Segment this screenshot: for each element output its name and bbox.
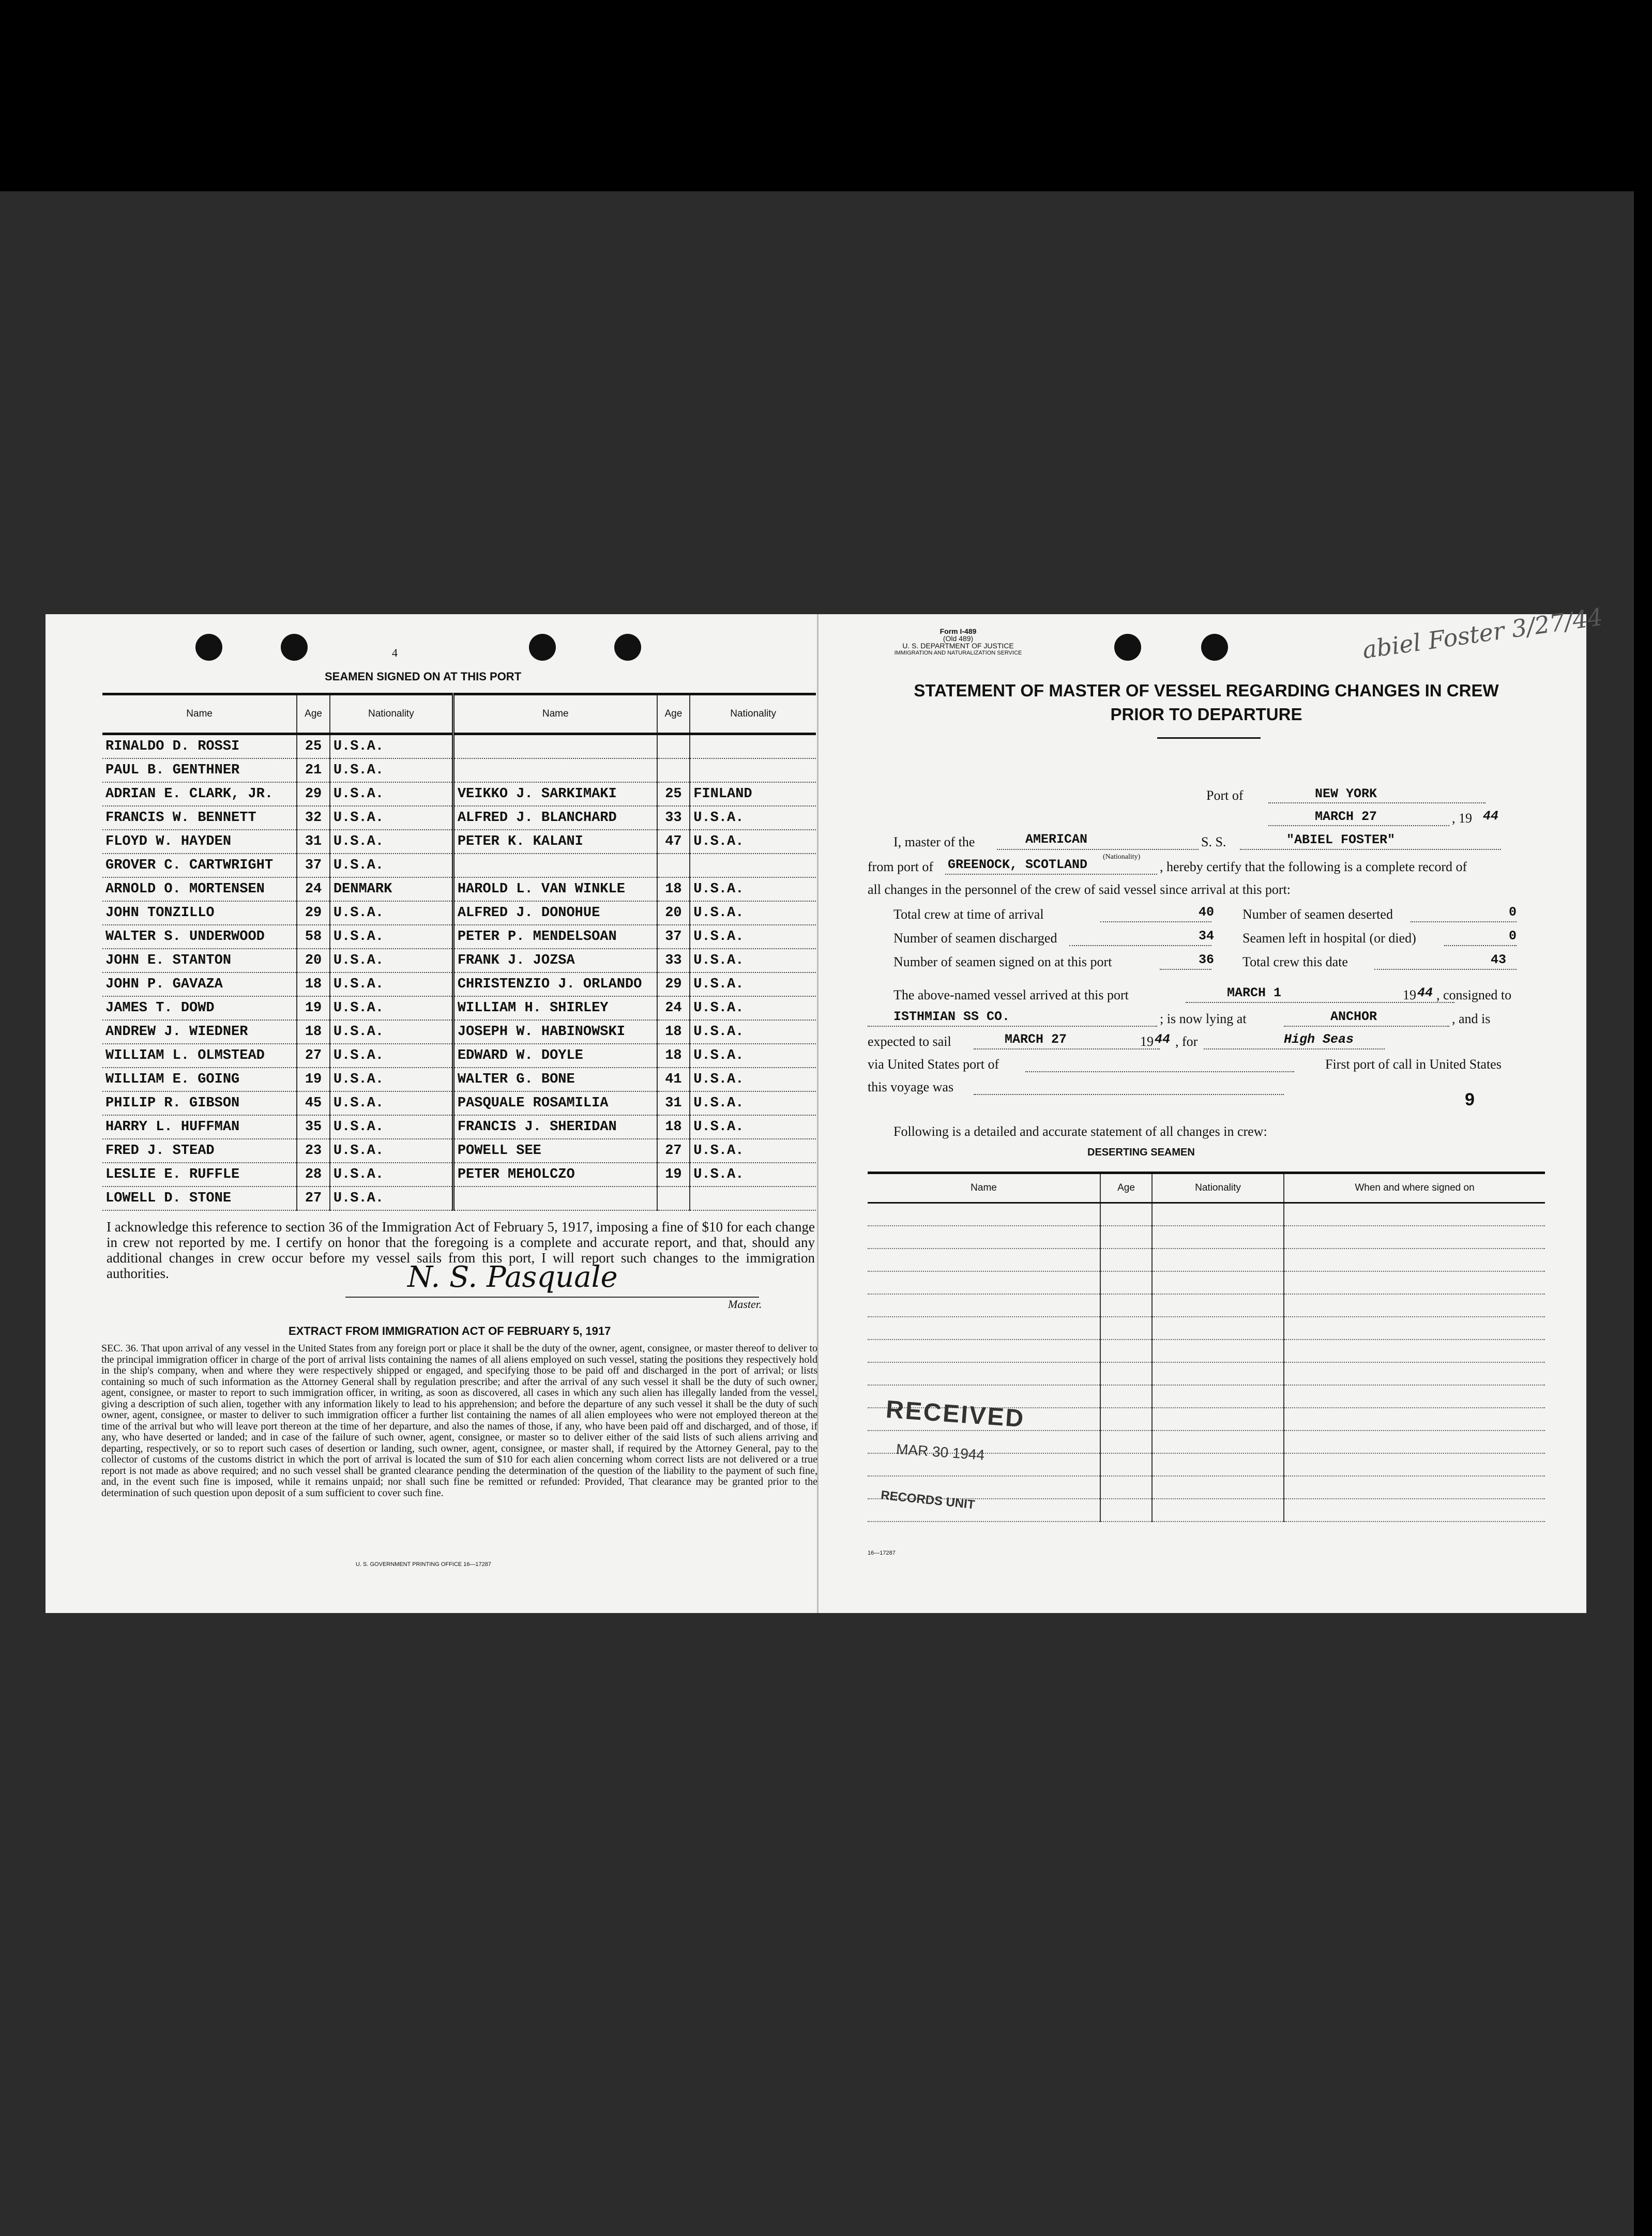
crew-name: POWELL SEE [453,1139,657,1163]
crew-age: 32 [297,806,330,830]
this-voyage-field [974,1079,1284,1095]
crew-name: JOHN P. GAVAZA [102,972,297,996]
crew-nationality: U.S.A. [690,901,816,925]
column-header-age: Age [1100,1173,1152,1203]
empty-cell [1152,1203,1284,1226]
empty-cell [1100,1476,1152,1499]
expected-date: MARCH 27 [1005,1032,1067,1047]
crew-name: FRANCIS J. SHERIDAN [453,1115,657,1139]
crew-age: 31 [297,830,330,854]
crew-nationality [690,1187,816,1210]
expected-label: expected to sail [868,1034,951,1049]
crew-name [453,758,657,782]
empty-cell [1284,1271,1545,1294]
table-row [102,1163,816,1187]
table-row [102,1044,816,1068]
crew-nationality: DENMARK [330,877,453,901]
deserting-seamen-table [868,1172,1545,1522]
nationality-caption: (Nationality) [1103,853,1141,861]
table-row [868,1271,1545,1294]
crew-nationality: U.S.A. [330,782,453,806]
crew-nationality [690,758,816,782]
crew-nationality: U.S.A. [330,734,453,759]
empty-cell [1100,1385,1152,1408]
crew-name: WILLIAM H. SHIRLEY [453,996,657,1020]
master-of-label: I, master of the [893,834,975,849]
table-row [102,1187,816,1210]
printer-line: U. S. GOVERNMENT PRINTING OFFICE 16—17287 [356,1561,492,1568]
signed-on-value: 36 [1199,952,1215,967]
hospital-value: 0 [1509,929,1517,944]
empty-cell [1152,1453,1284,1476]
table-row [102,925,816,949]
crew-age: 21 [297,758,330,782]
form-number: Form I-489 [939,627,977,635]
table-row [102,996,816,1020]
port-value: NEW YORK [1315,786,1377,801]
crew-nationality: U.S.A. [690,1068,816,1091]
crew-age: 18 [657,1020,690,1044]
crew-age: 35 [297,1115,330,1139]
empty-cell [1152,1408,1284,1431]
form-old-number: (Old 489) [943,634,974,643]
column-header-nationality: Nationality [690,694,816,734]
crew-nationality: U.S.A. [690,1139,816,1163]
crew-name: FRANK J. JOZSA [453,949,657,972]
crew-name: PETER MEHOLCZO [453,1163,657,1187]
crew-name: WILLIAM E. GOING [102,1068,297,1091]
records-unit-stamp: RECORDS UNIT [880,1488,976,1512]
empty-cell [1284,1203,1545,1226]
crew-nationality: U.S.A. [330,1115,453,1139]
crew-name: ANDREW J. WIEDNER [102,1020,297,1044]
form-header [891,628,1025,657]
crew-age: 20 [657,901,690,925]
crew-nationality: U.S.A. [330,1020,453,1044]
total-arrival-field [1100,907,1211,922]
crew-age: 27 [297,1044,330,1068]
crew-name: PHILIP R. GIBSON [102,1091,297,1115]
arrived-year-prefix: 19 [1403,987,1416,1002]
crew-name: JAMES T. DOWD [102,996,297,1020]
via-field [1025,1057,1294,1072]
crew-age [657,854,690,877]
table-row [868,1476,1545,1499]
crew-age: 45 [297,1091,330,1115]
arrived-label: The above-named vessel arrived at this port [893,987,1129,1002]
crew-name: HAROLD L. VAN WINKLE [453,877,657,901]
total-crew-label: Total crew this date [1242,954,1348,969]
crew-name: ADRIAN E. CLARK, JR. [102,782,297,806]
crew-age: 25 [297,734,330,759]
empty-cell [1152,1271,1284,1294]
column-header-name: Name [868,1173,1100,1203]
deserted-field [1411,907,1517,922]
discharged-value: 34 [1199,929,1215,944]
crew-age: 47 [657,830,690,854]
crew-age: 33 [657,949,690,972]
empty-cell [1284,1385,1545,1408]
page-number: 4 [392,646,398,659]
crew-nationality: U.S.A. [330,758,453,782]
table-row [102,806,816,830]
crew-name: LESLIE E. RUFFLE [102,1163,297,1187]
crew-name: PETER K. KALANI [453,830,657,854]
crew-age: 19 [297,1068,330,1091]
empty-cell [868,1362,1100,1385]
table-row [102,1139,816,1163]
crew-age: 18 [657,1115,690,1139]
table-row [868,1317,1545,1340]
table-row [102,1091,816,1115]
deserted-label: Number of seamen deserted [1242,907,1393,922]
table-row [868,1226,1545,1249]
empty-cell [1100,1226,1152,1249]
crew-nationality: U.S.A. [330,996,453,1020]
expected-year: 44 [1155,1032,1171,1047]
crew-name: JOHN TONZILLO [102,901,297,925]
crew-nationality: U.S.A. [690,925,816,949]
arrived-year: 44 [1417,985,1433,1000]
crew-nationality: U.S.A. [690,806,816,830]
empty-cell [1152,1362,1284,1385]
crew-nationality: U.S.A. [330,1044,453,1068]
crew-age: 29 [297,782,330,806]
table-row [868,1362,1545,1385]
crew-age: 18 [657,877,690,901]
date-value: MARCH 27 [1315,809,1377,824]
crew-nationality: U.S.A. [330,1091,453,1115]
punch-hole [281,634,308,661]
crew-nationality: U.S.A. [330,806,453,830]
empty-cell [1100,1294,1152,1317]
table-row [102,734,816,759]
column-header-name: Name [102,694,297,734]
table-row [102,1020,816,1044]
crew-nationality: U.S.A. [690,1020,816,1044]
table-row [102,1068,816,1091]
crew-table [102,693,816,1211]
crew-age: 23 [297,1139,330,1163]
crew-nationality: U.S.A. [690,1044,816,1068]
crew-name: WALTER S. UNDERWOOD [102,925,297,949]
crew-age: 29 [297,901,330,925]
deserted-value: 0 [1509,905,1517,920]
crew-age: 18 [657,1044,690,1068]
empty-cell [1152,1317,1284,1340]
crew-nationality: U.S.A. [330,972,453,996]
port-label: Port of [1206,788,1244,803]
for-value: High Seas [1284,1032,1354,1047]
consigned-label: , consigned to [1436,987,1512,1002]
department-name: U. S. DEPARTMENT OF JUSTICE [902,642,1014,650]
footer-code: 16—17287 [868,1550,896,1556]
crew-name: FRED J. STEAD [102,1139,297,1163]
empty-cell [868,1249,1100,1271]
vessel-name-value: "ABIEL FOSTER" [1286,832,1396,847]
empty-cell [1100,1408,1152,1431]
crew-nationality [690,854,816,877]
punch-hole [614,634,641,661]
table-row [102,830,816,854]
empty-cell [1284,1499,1545,1522]
crew-nationality: U.S.A. [330,901,453,925]
title-rule [1157,737,1261,739]
crew-name: PAUL B. GENTHNER [102,758,297,782]
empty-cell [1284,1362,1545,1385]
form-title [896,679,1517,726]
master-signature: N. S. Pasquale [407,1260,618,1294]
crew-age: 19 [657,1163,690,1187]
crew-name: LOWELL D. STONE [102,1187,297,1210]
crew-age [657,758,690,782]
discharged-label: Number of seamen discharged [893,931,1057,946]
empty-cell [1152,1431,1284,1453]
total-crew-value: 43 [1491,952,1507,967]
handwritten-note: abiel Foster 3/27/44 [1360,602,1604,664]
received-stamp: RECEIVED [885,1395,1026,1433]
crew-nationality: U.S.A. [330,949,453,972]
table-row [102,901,816,925]
certify-text: , hereby certify that the following is a complete record of [1160,859,1467,874]
crew-age: 37 [297,854,330,877]
lying-label: ; is now lying at [1160,1011,1247,1026]
empty-cell [1100,1499,1152,1522]
table-row [102,782,816,806]
crew-nationality: U.S.A. [690,1115,816,1139]
table-row [102,877,816,901]
service-name: IMMIGRATION AND NATURALIZATION SERVICE [894,650,1022,656]
signature-line [345,1297,759,1298]
empty-cell [868,1203,1100,1226]
crew-name [453,1187,657,1210]
empty-cell [868,1340,1100,1362]
empty-cell [868,1226,1100,1249]
right-page [819,602,1604,1613]
crew-age: 58 [297,925,330,949]
crew-nationality: U.S.A. [330,1163,453,1187]
crew-age: 20 [297,949,330,972]
crew-nationality: U.S.A. [330,830,453,854]
crew-age: 24 [297,877,330,901]
empty-cell [1284,1294,1545,1317]
crew-name: JOSEPH W. HABINOWSKI [453,1020,657,1044]
certify-text-2: all changes in the personnel of the crew of said vessel since arrival at this port: [868,882,1291,897]
crew-name: JOHN E. STANTON [102,949,297,972]
empty-cell [1152,1294,1284,1317]
punch-hole [1114,634,1141,661]
crew-age: 24 [657,996,690,1020]
for-label: , for [1175,1034,1198,1049]
lying-value: ANCHOR [1330,1009,1377,1024]
crew-nationality: FINLAND [690,782,816,806]
crew-name [453,734,657,759]
crew-name: WILLIAM L. OLMSTEAD [102,1044,297,1068]
crew-name: FRANCIS W. BENNETT [102,806,297,830]
crew-age: 31 [657,1091,690,1115]
hospital-label: Seamen left in hospital (or died) [1242,931,1416,946]
crew-name: PASQUALE ROSAMILIA [453,1091,657,1115]
crew-age: 37 [657,925,690,949]
table-row [868,1249,1545,1271]
crew-age: 27 [297,1187,330,1210]
empty-cell [1100,1453,1152,1476]
following-text: Following is a detailed and accurate statement of all changes in crew: [893,1124,1267,1139]
empty-cell [1284,1476,1545,1499]
empty-cell [1152,1476,1284,1499]
crew-age: 19 [297,996,330,1020]
empty-cell [1284,1226,1545,1249]
crew-nationality: U.S.A. [330,1187,453,1210]
crew-name: WALTER G. BONE [453,1068,657,1091]
crew-name: ALFRED J. DONOHUE [453,901,657,925]
table-row [102,854,816,877]
hospital-field [1444,931,1517,946]
empty-cell [1152,1249,1284,1271]
crew-nationality: U.S.A. [690,830,816,854]
discharged-field [1069,931,1211,946]
empty-cell [868,1294,1100,1317]
crew-age: 18 [297,972,330,996]
table-row [868,1203,1545,1226]
empty-cell [868,1317,1100,1340]
column-header-when-where: When and where signed on [1284,1173,1545,1203]
crew-name: ALFRED J. BLANCHARD [453,806,657,830]
column-header-age: Age [657,694,690,734]
consignee-value: ISTHMIAN SS CO. [893,1009,1010,1024]
crew-nationality: U.S.A. [330,854,453,877]
crew-nationality: U.S.A. [330,1139,453,1163]
crew-nationality: U.S.A. [690,877,816,901]
via-label: via United States port of [868,1057,999,1072]
crew-name: ARNOLD O. MORTENSEN [102,877,297,901]
table-row [868,1340,1545,1362]
crew-age: 18 [297,1020,330,1044]
this-voyage-label: this voyage was [868,1079,954,1094]
table-row [102,758,816,782]
from-port-value: GREENOCK, SCOTLAND [948,857,1088,872]
crew-name: EDWARD W. DOYLE [453,1044,657,1068]
total-arrival-label: Total crew at time of arrival [893,907,1044,922]
left-page [46,614,817,1613]
year-value: 44 [1483,809,1499,824]
crew-age: 28 [297,1163,330,1187]
expected-year-prefix: 19 [1140,1034,1154,1049]
crew-name: PETER P. MENDELSOAN [453,925,657,949]
empty-cell [1100,1362,1152,1385]
first-port-label: First port of call in United States [1325,1057,1502,1072]
crew-name: HARRY L. HUFFMAN [102,1115,297,1139]
table-row [102,949,816,972]
crew-age [657,734,690,759]
column-header-nationality: Nationality [1152,1173,1284,1203]
punch-hole [195,634,222,661]
empty-cell [1100,1431,1152,1453]
crew-name: VEIKKO J. SARKIMAKI [453,782,657,806]
form-title-line1: STATEMENT OF MASTER OF VESSEL REGARDING CHANGES IN CREW [914,681,1499,700]
deserting-table-header [868,1173,1545,1203]
crew-nationality: U.S.A. [330,1068,453,1091]
from-port-label: from port of [868,859,934,874]
table-row [102,1115,816,1139]
empty-cell [1152,1340,1284,1362]
empty-cell [1284,1453,1545,1476]
crew-name [453,854,657,877]
crew-nationality: U.S.A. [690,1163,816,1187]
crew-nationality: U.S.A. [330,925,453,949]
empty-cell [1152,1499,1284,1522]
crew-name: CHRISTENZIO J. ORLANDO [453,972,657,996]
crew-age [657,1187,690,1210]
crew-nationality [690,734,816,759]
crew-age: 27 [657,1139,690,1163]
nationality-value: AMERICAN [1025,832,1088,847]
empty-cell [1284,1340,1545,1362]
empty-cell [1284,1317,1545,1340]
punch-hole [1201,634,1228,661]
empty-cell [1100,1249,1152,1271]
form-title-line2: PRIOR TO DEPARTURE [1110,705,1302,724]
crew-name: FLOYD W. HAYDEN [102,830,297,854]
empty-cell [1152,1226,1284,1249]
extract-text: SEC. 36. That upon arrival of any vessel in the United States from any foreign port or place it shall be the duty of the owner, agent, consignee, or master thereof to deliver to the principal immigration officer in charge of the port of arrival lists containing the names of all aliens employed on such vessel, stating the positions they respectively hold in the ship's company, when and where they were respectively shipped or engaged, and specifying those to be paid off and discharged in the port of arrival; or lists containing so much of such information as the Attorney General shall by regulation prescribe; and after the arrival of any such vessel it shall be the duty of such owner, agent, consignee, or master to report to such immigration officer, in writing, as soon as discovered, all cases in which any such alien has illegally landed from the vessel, giving a description of such alien, together with any information likely to lead to his apprehension; and before the departure of any such vessel it shall be the duty of such owner, agent, consignee, or master to deliver to such immigration officer a further list containing the names of all alien employees who were not employed thereon at the time of the arrival but who will leave port thereon at the time of her departure, and also the names of those, if any, who have been paid off and discharged, and of those, if any, who have deserted or landed; and in case of the failure of such owner, agent, consignee, or master so to deliver either of the said lists of such aliens arriving and departing, respectively, or so to report such cases of desertion or landing, such owner, agent, consignee, or master shall, if required by the Attorney General, pay to the collector of customs of the customs district in which the port of arrival is located the sum of $10 for each alien concerning whom correct lists are not delivered or a true report is not made as above required; and no such vessel shall be granted clearance pending the determination of the question of the liability to the payment of such fine, and, in the event such fine is imposed, while it remains unpaid; nor shall such fine be remitted or refunded: Provided, That clearance may be granted prior to the determination of such question upon deposit of a sum sufficient to cover such fine. [101,1343,817,1499]
empty-cell [1284,1249,1545,1271]
crew-table-header [102,694,816,734]
empty-cell [1284,1408,1545,1431]
signed-on-label: Number of seamen signed on at this port [893,954,1112,969]
empty-cell [1100,1340,1152,1362]
empty-cell [868,1271,1100,1294]
empty-cell [1152,1385,1284,1408]
master-label: Master. [728,1298,762,1311]
column-header-nationality: Nationality [330,694,453,734]
total-arrival-value: 40 [1199,905,1215,920]
empty-cell [1100,1317,1152,1340]
arrived-date: MARCH 1 [1227,985,1282,1000]
year-prefix: , 19 [1452,811,1472,826]
empty-cell [1100,1271,1152,1294]
crew-age: 41 [657,1068,690,1091]
margin-number: 9 [1465,1090,1475,1109]
empty-cell [1100,1203,1152,1226]
crew-age: 33 [657,806,690,830]
crew-nationality: U.S.A. [690,1091,816,1115]
crew-name: RINALDO D. ROSSI [102,734,297,759]
ss-label: S. S. [1201,834,1226,849]
crew-age: 25 [657,782,690,806]
deserting-title: DESERTING SEAMEN [1087,1147,1195,1158]
table-row [102,972,816,996]
empty-cell [1284,1431,1545,1453]
table-row [868,1294,1545,1317]
crew-nationality: U.S.A. [690,996,816,1020]
crew-nationality: U.S.A. [690,972,816,996]
column-header-age: Age [297,694,330,734]
and-is-label: , and is [1452,1011,1491,1026]
acknowledgment-text: I acknowledge this reference to section 36 of the Immigration Act of February 5, 1917, imposing a fine of $10 for each change in crew not reported by me. I certify on honor that the foregoing is a complete and accurate report, and that, should any additional changes in crew occur before my vessel sails from this port, I will report such changes to the immigration authorities. [107,1219,815,1281]
seamen-signed-title: SEAMEN SIGNED ON AT THIS PORT [325,670,522,683]
received-stamp-date: MAR 30 1944 [896,1441,986,1463]
column-header-name: Name [453,694,657,734]
punch-hole [529,634,556,661]
crew-age: 29 [657,972,690,996]
extract-title: EXTRACT FROM IMMIGRATION ACT OF FEBRUARY 5, 1917 [289,1325,611,1337]
crew-nationality: U.S.A. [690,949,816,972]
crew-name: GROVER C. CARTWRIGHT [102,854,297,877]
